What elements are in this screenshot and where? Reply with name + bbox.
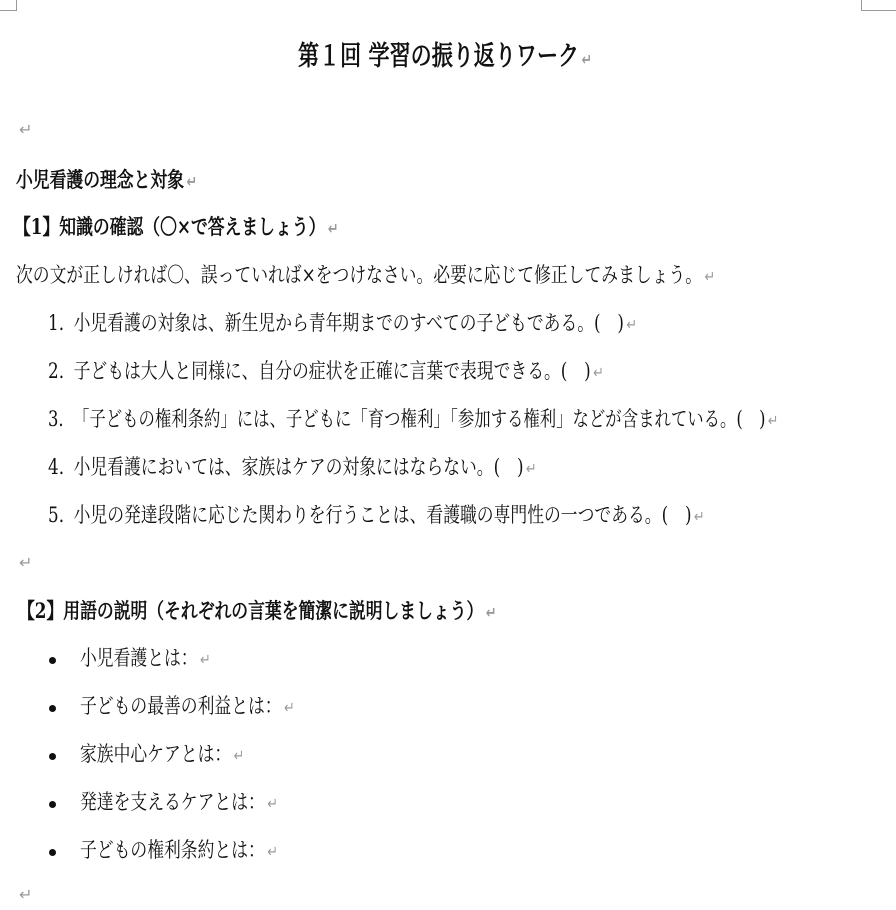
term-text: 家族中心ケアとは：	[80, 742, 232, 766]
instruction-text: 次の文が正しければ〇、誤っていれば×をつけなさい。必要に応じて修正してみましょう。	[16, 263, 703, 287]
paragraph-mark-icon: ↵	[704, 267, 716, 286]
paragraph-mark-icon: ↵	[186, 172, 198, 191]
item-text: 「子どもの権利条約」には、子どもに「育つ権利」「参加する権利」などが含まれている。( )	[72, 407, 766, 431]
part1-heading-text: 【1】知識の確認（〇×で答えましょう）	[14, 214, 326, 239]
item-text: 小児の発達段階に応じた関わりを行うことは、看護職の専門性の一つである。( )	[73, 503, 692, 527]
item-number: 4.	[48, 455, 65, 479]
term-item	[80, 691, 295, 723]
quiz-item	[48, 308, 637, 340]
paragraph-mark-icon: ↵	[267, 794, 278, 813]
part2-heading-text: 【2】用語の説明（それぞれの言葉を簡潔に説明しましょう）	[18, 598, 484, 623]
paragraph-mark-icon: ↵	[485, 603, 497, 622]
quiz-item	[48, 452, 537, 484]
empty-paragraph	[16, 548, 32, 578]
term-text: 発達を支えるケアとは：	[80, 790, 265, 814]
paragraph-mark-icon: ↵	[327, 219, 339, 238]
term-text: 子どもの最善の利益とは：	[80, 694, 282, 718]
item-text: 小児看護の対象は、新生児から青年期までのすべての子どもである。( )	[73, 311, 624, 335]
bullet-icon	[49, 801, 56, 808]
paragraph-mark-icon: ↵	[525, 459, 537, 478]
term-item	[80, 787, 278, 819]
item-number: 3.	[48, 407, 64, 431]
paragraph-mark-icon: ↵	[19, 885, 33, 904]
paragraph-mark-icon: ↵	[693, 507, 705, 526]
quiz-item	[48, 404, 778, 436]
paragraph-mark-icon: ↵	[19, 553, 33, 572]
paragraph-mark-icon: ↵	[233, 746, 245, 765]
section-heading	[16, 165, 197, 197]
part2-heading	[18, 596, 496, 628]
term-item	[80, 739, 244, 771]
term-text: 子どもの権利条約とは：	[80, 838, 265, 862]
item-text: 子どもは大人と同様に、自分の症状を正確に言葉で表現できる。( )	[73, 359, 591, 383]
bullet-icon	[49, 849, 56, 856]
part1-instruction	[16, 260, 715, 292]
item-number: 5.	[48, 503, 65, 527]
crop-mark-top-left	[0, 0, 17, 11]
bullet-icon	[49, 753, 56, 760]
document-title	[298, 42, 592, 75]
paragraph-mark-icon: ↵	[19, 120, 33, 139]
section-heading-text: 小児看護の理念と対象	[16, 167, 184, 192]
paragraph-mark-icon: ↵	[593, 363, 604, 382]
term-item	[80, 643, 211, 675]
paragraph-mark-icon: ↵	[626, 315, 638, 334]
paragraph-mark-icon: ↵	[267, 842, 278, 861]
paragraph-mark-icon: ↵	[284, 698, 295, 717]
term-text: 小児看護とは：	[80, 646, 198, 670]
term-item	[80, 835, 278, 867]
crop-mark-top-right	[861, 0, 896, 11]
empty-paragraph	[16, 115, 32, 145]
paragraph-mark-icon: ↵	[581, 50, 592, 69]
item-text: 小児看護においては、家族はケアの対象にはならない。( )	[73, 455, 524, 479]
paragraph-mark-icon: ↵	[767, 411, 779, 430]
quiz-item	[48, 356, 604, 388]
part1-heading	[14, 212, 339, 244]
empty-paragraph	[16, 880, 32, 910]
bullet-icon	[49, 705, 56, 712]
quiz-item	[48, 500, 705, 532]
item-number: 1.	[48, 311, 65, 335]
bullet-icon	[49, 657, 56, 664]
title-text: 第１回 学習の振り返りワーク	[298, 41, 580, 72]
item-number: 2.	[48, 359, 65, 383]
paragraph-mark-icon: ↵	[200, 650, 211, 669]
